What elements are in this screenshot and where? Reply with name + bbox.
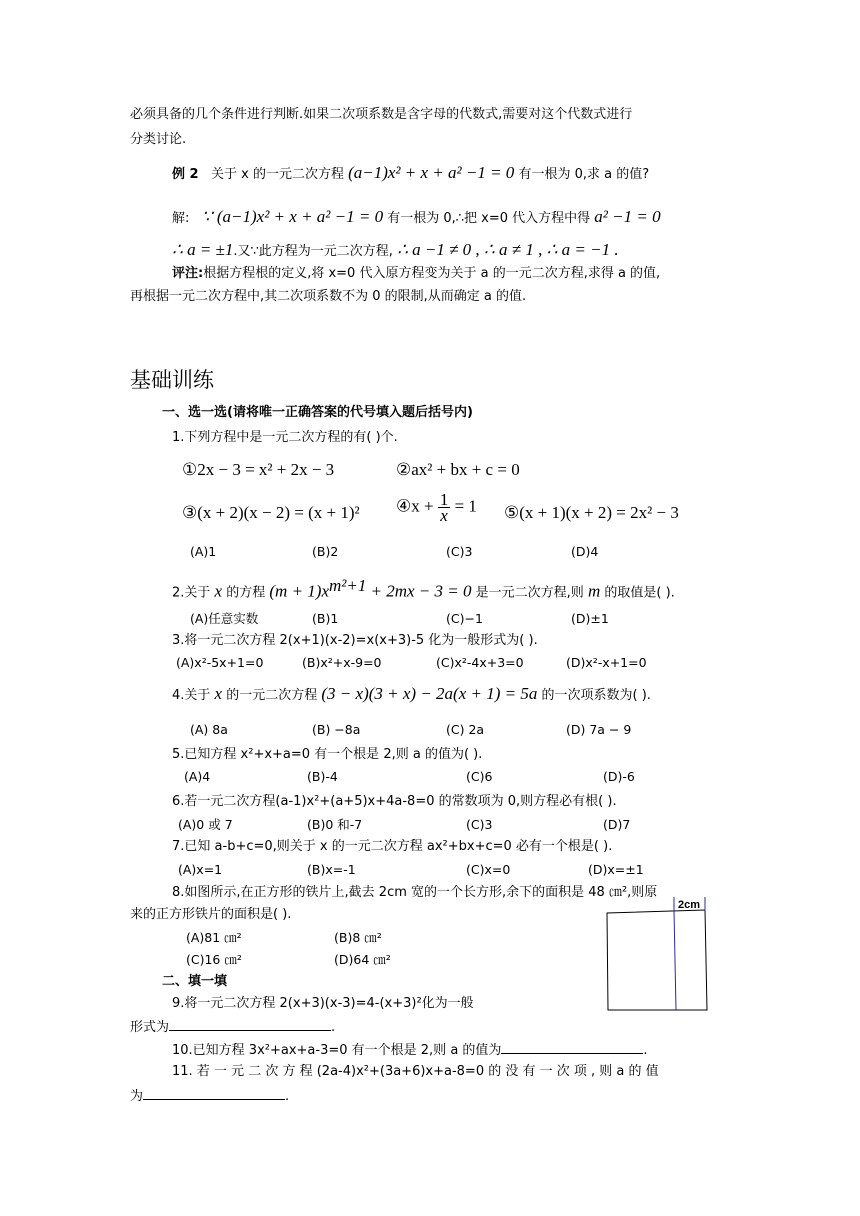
- q4-equation: (3 − x)(3 + x) − 2a(x + 1) = 5a: [321, 684, 538, 703]
- q2-stem-end: 的取值是( ).: [604, 585, 675, 601]
- q10-post: .: [643, 1043, 648, 1058]
- q7-option-b: (B)x=-1: [307, 862, 356, 877]
- q9-line-2-pre: 形式为: [130, 1020, 170, 1035]
- q1-eq4-post: = 1: [454, 496, 477, 516]
- q4-stem-mid: 的一元二次方程: [226, 688, 318, 703]
- example-question-post: 有一根为 0,求 a 的值?: [518, 167, 650, 182]
- q4-option-c: (C) 2a: [446, 722, 485, 737]
- figure-width-label: 2cm: [678, 899, 701, 911]
- q8-stem-line-1: 8.如图所示,在正方形的铁片上,截去 2cm 宽的一个长方形,余下的面积是 48 ㎝²,则原: [172, 885, 658, 900]
- solution-label: 解:: [172, 211, 190, 226]
- q2-stem-pre: 2.关于: [172, 585, 211, 601]
- q6-option-d: (D)7: [603, 817, 631, 832]
- q8-option-a: (A)81 ㎝²: [186, 930, 242, 945]
- q4-var-x: x: [214, 684, 223, 703]
- q1-option-c: (C)3: [446, 544, 473, 559]
- q7-option-c: (C)x=0: [466, 862, 511, 877]
- q8-stem-line-2: 来的正方形铁片的面积是( ).: [130, 907, 292, 922]
- q5-option-c: (C)6: [466, 769, 493, 784]
- q3-option-a: (A)x²-5x+1=0: [176, 655, 264, 670]
- q2-stem-mid: 的方程: [226, 585, 266, 601]
- q4-option-a: (A) 8a: [190, 722, 228, 737]
- q2-option-a: (A)任意实数: [190, 611, 259, 626]
- q1-equation-1: ①2x − 3 = x² + 2x − 3: [182, 460, 335, 479]
- q6-option-b: (B)0 和-7: [307, 817, 363, 832]
- q4-stem-pre: 4.关于: [172, 688, 211, 703]
- solution-result-c: ∴ a −1 ≠ 0 , ∴ a ≠ 1 , ∴ a = −1 .: [397, 240, 619, 259]
- q1-eq4-fraction: [438, 492, 451, 523]
- q6-stem: 6.若一元二次方程(a-1)x²+(a+5)x+4a-8=0 的常数项为 0,则方程必有根( ).: [172, 794, 617, 809]
- example-2-question: [172, 163, 649, 184]
- q2-var-x: x: [214, 581, 223, 601]
- part-1-heading: 一、选一选(请将唯一正确答案的代号填入题后括号内): [162, 405, 473, 420]
- cut-line-left: [674, 911, 676, 1010]
- q9-answer-blank[interactable]: [169, 1016, 331, 1031]
- section-title: 基础训练: [130, 368, 214, 392]
- q7-option-d: (D)x=±1: [588, 862, 644, 877]
- q1-equation-2: ②ax² + bx + c = 0: [396, 460, 520, 479]
- solution-result-a: ∴ a = ±1: [172, 240, 234, 259]
- comment-text-1: 根据方程根的定义,将 x=0 代入原方程变为关于 a 的一元二次方程,求得 a 的值,: [203, 266, 661, 281]
- example-equation: (a−1)x² + x + a² −1 = 0: [348, 163, 515, 182]
- q10-pre: 10.已知方程 3x²+ax+a-3=0 有一个根是 2,则 a 的值为: [172, 1043, 502, 1058]
- q3-option-c: (C)x²-4x+3=0: [436, 655, 524, 670]
- square-figure: [600, 895, 715, 1015]
- q1-option-d: (D)4: [571, 544, 599, 559]
- q3-option-b: (B)x²+x-9=0: [302, 655, 382, 670]
- q2-stem-post: 是一元二次方程,则: [475, 585, 584, 601]
- q9-line-1: 9.将一元二次方程 2(x+3)(x-3)=4-(x+3)²化为一般: [172, 996, 474, 1011]
- q4-stem: [172, 684, 651, 705]
- intro-line-2: 分类讨论.: [130, 132, 187, 147]
- intro-line-1: 必须具备的几个条件进行判断.如果二次项系数是含字母的代数式,需要对这个代数式进行: [130, 107, 633, 122]
- q2-option-c: (C)−1: [446, 611, 483, 626]
- solution-equation: ∵ (a−1)x² + x + a² −1 = 0: [201, 207, 384, 226]
- q2-equation-rest: + 2mx − 3 = 0: [370, 581, 472, 601]
- q8-option-b: (B)8 ㎝²: [334, 930, 382, 945]
- example-question-pre: 关于 x 的一元二次方程: [210, 167, 344, 182]
- q6-option-c: (C)3: [466, 817, 493, 832]
- solution-line-2: [172, 240, 619, 261]
- q11-line-2-pre: 为: [130, 1089, 144, 1104]
- q1-eq4-denominator: x: [440, 506, 448, 525]
- q6-option-a: (A)0 或 7: [178, 817, 233, 832]
- q11-line-1: 11. 若 一 元 二 次 方 程 (2a-4)x²+(3a+6)x+a-8=0 的 没 有 一 次 项 , 则 a 的 值: [172, 1064, 659, 1079]
- q2-option-d: (D)±1: [571, 611, 609, 626]
- solution-result-b: .又∵此方程为一元二次方程,: [233, 244, 393, 259]
- q1-eq4-numerator: 1: [439, 490, 449, 509]
- q4-option-b: (B) −8a: [312, 722, 361, 737]
- q1-option-b: (B)2: [312, 544, 339, 559]
- q10-answer-blank[interactable]: [501, 1039, 643, 1054]
- q7-option-a: (A)x=1: [178, 862, 223, 877]
- q3-stem: 3.将一元二次方程 2(x+1)(x-2)=x(x+3)-5 化为一般形式为( ).: [172, 633, 538, 648]
- q2-stem: [172, 576, 675, 602]
- part-2-heading: 二、填一填: [162, 974, 228, 989]
- q2-equation: (m + 1)x: [269, 581, 330, 601]
- comment-line-1: [172, 264, 660, 283]
- q1-equation-3: ③(x + 2)(x − 2) = (x + 1)²: [182, 503, 360, 522]
- q8-option-d: (D)64 ㎝²: [334, 952, 391, 967]
- q5-option-b: (B)-4: [307, 769, 338, 784]
- q2-var-m: m: [587, 581, 601, 601]
- q7-stem: 7.已知 a-b+c=0,则关于 x 的一元二次方程 ax²+bx+c=0 必有一个根是( ).: [172, 839, 613, 854]
- q9-line-2: [130, 1016, 335, 1037]
- q1-option-a: (A)1: [190, 544, 217, 559]
- q11-line-2-post: .: [285, 1089, 290, 1104]
- solution-equation-2: a² −1 = 0: [594, 207, 661, 226]
- q11-answer-blank[interactable]: [143, 1085, 285, 1100]
- q5-stem: 5.已知方程 x²+x+a=0 有一个根是 2,则 a 的值为( ).: [172, 747, 483, 762]
- q5-option-a: (A)4: [184, 769, 211, 784]
- q8-option-c: (C)16 ㎝²: [186, 952, 242, 967]
- q11-line-2: [130, 1085, 289, 1106]
- q1-stem: 1.下列方程中是一元二次方程的有( )个.: [172, 430, 398, 445]
- square-outline: [607, 910, 707, 1010]
- q5-option-d: (D)-6: [603, 769, 635, 784]
- q4-stem-post: 的一次项系数为( ).: [541, 688, 651, 703]
- q4-option-d: (D) 7a − 9: [566, 722, 632, 737]
- q1-equation-5: ⑤(x + 1)(x + 2) = 2x² − 3: [504, 503, 679, 522]
- q2-option-b: (B)1: [312, 611, 339, 626]
- solution-line-1: [172, 207, 661, 228]
- q1-eq4-pre: ④x +: [396, 496, 434, 516]
- solution-mid-text: 有一根为 0,∴把 x=0 代入方程中得: [387, 211, 591, 226]
- q3-option-d: (D)x²-x+1=0: [566, 655, 647, 670]
- q9-line-2-post: .: [331, 1020, 336, 1035]
- q10-line: [172, 1039, 648, 1060]
- q1-equation-4: [396, 492, 477, 523]
- example-label: 例 2: [172, 167, 199, 182]
- comment-label: 评注:: [172, 266, 204, 281]
- comment-line-2: 再根据一元二次方程中,其二次项系数不为 0 的限制,从而确定 a 的值.: [130, 289, 527, 304]
- q2-exponent: m²+1: [329, 576, 367, 595]
